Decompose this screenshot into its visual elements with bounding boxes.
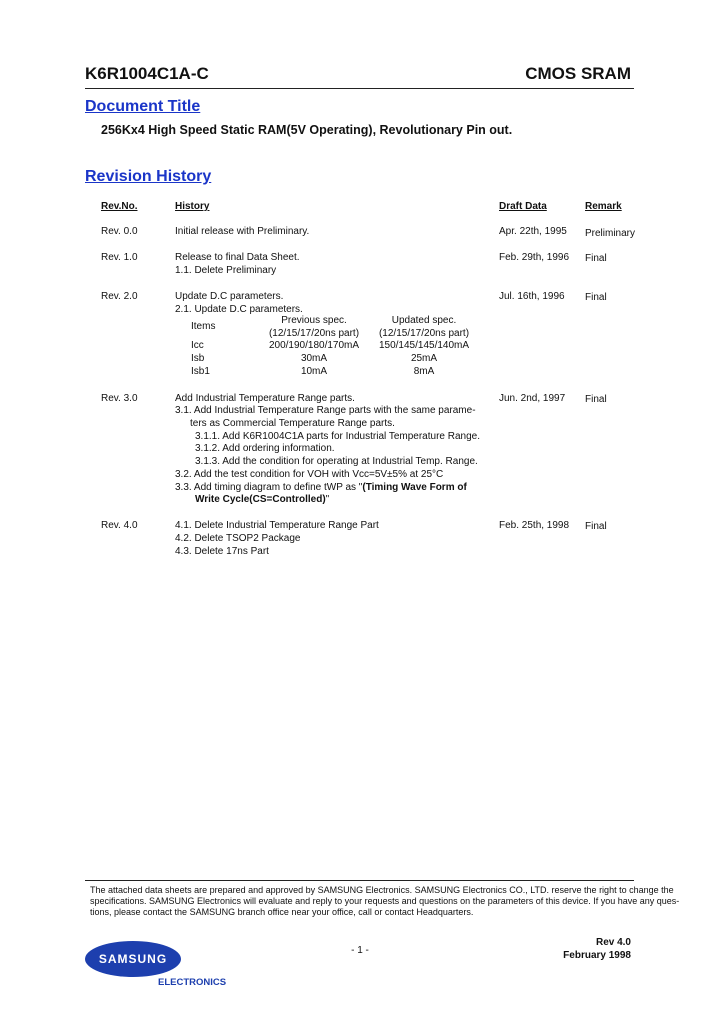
remark: Final	[585, 292, 607, 303]
history-line: 3.1. Add Industrial Temperature Range parts with the same parame-	[175, 405, 476, 416]
history-line: 4.1. Delete Industrial Temperature Range Part	[175, 520, 379, 531]
history-line: 4.2. Delete TSOP2 Package	[175, 533, 301, 544]
footer-date: February 1998	[563, 950, 631, 961]
spec-prev-value: 200/190/180/170mA	[268, 340, 360, 351]
rev-number: Rev. 2.0	[101, 291, 138, 302]
remark: Final	[585, 394, 607, 405]
history-line: ters as Commercial Temperature Range parts.	[190, 418, 395, 429]
footer-rule	[85, 880, 634, 881]
page-number: - 1 -	[351, 945, 369, 956]
remark: Preliminary	[585, 228, 636, 239]
history-line-timing-cont	[195, 494, 329, 507]
spec-item: Icc	[191, 340, 204, 351]
document-title-heading: Document Title	[85, 98, 201, 115]
history-line: 3.2. Add the test condition for VOH with Vcc=5V±5% at 25°C	[175, 469, 444, 480]
timing-prefix: 3.3. Add timing diagram to define tWP as "	[175, 482, 363, 493]
revision-history-heading: Revision History	[85, 168, 212, 185]
legal-notice-line: tions, please contact the SAMSUNG branch office near your office, call or contact Headquarters.	[90, 907, 474, 917]
timing-bold-2: Write Cycle(CS=Controlled)	[195, 494, 326, 505]
header-rule	[85, 88, 634, 89]
logo-text: SAMSUNG	[98, 952, 168, 966]
spec-upd-value: 25mA	[410, 353, 438, 364]
history-line: Initial release with Preliminary.	[175, 226, 310, 237]
timing-suffix: "	[325, 494, 330, 505]
logo-subtext: ELECTRONICS	[158, 977, 227, 988]
remark: Final	[585, 521, 607, 532]
spec-item: Isb1	[191, 366, 210, 377]
spec-prev-value: 30mA	[300, 353, 328, 364]
history-line: 1.1. Delete Preliminary	[175, 265, 277, 276]
draft-date: Jul. 16th, 1996	[499, 291, 565, 302]
draft-date: Feb. 29th, 1996	[499, 252, 570, 263]
spec-prev-header: Previous spec.	[281, 315, 347, 326]
rev-number: Rev. 1.0	[101, 252, 138, 263]
spec-upd-value: 8mA	[413, 366, 435, 377]
history-line: Release to final Data Sheet.	[175, 252, 300, 263]
samsung-logo	[85, 941, 181, 977]
footer-revision: Rev 4.0	[595, 937, 631, 948]
col-draft-date: Draft Data	[499, 201, 547, 212]
document-title-text: 256Kx4 High Speed Static RAM(5V Operating), Revolutionary Pin out.	[101, 123, 513, 137]
history-line: 3.1.3. Add the condition for operating at Industrial Temp. Range.	[195, 456, 478, 467]
history-line: 3.1.1. Add K6R1004C1A parts for Industrial Temperature Range.	[195, 431, 480, 442]
spec-prev-header-sub: (12/15/17/20ns part)	[268, 328, 360, 339]
col-history: History	[175, 201, 210, 212]
spec-item: Isb	[191, 353, 205, 364]
remark: Final	[585, 253, 607, 264]
history-line: Update D.C parameters.	[175, 291, 284, 302]
history-line: 2.1. Update D.C parameters.	[175, 304, 303, 315]
legal-notice-line: The attached data sheets are prepared and approved by SAMSUNG Electronics. SAMSUNG Electronics CO., LTD. reserve the right to change the	[90, 885, 674, 895]
history-line-timing	[175, 482, 467, 495]
col-rev-no: Rev.No.	[101, 201, 138, 212]
history-line: 4.3. Delete 17ns Part	[175, 546, 269, 557]
part-number: K6R1004C1A-C	[85, 64, 209, 83]
draft-date: Apr. 22th, 1995	[499, 226, 567, 237]
legal-notice-line: specifications. SAMSUNG Electronics will evaluate and reply to your requests and questions on the parameters of this device. If you have any ques-	[90, 896, 680, 906]
history-line: 3.1.2. Add ordering information.	[195, 443, 335, 454]
rev-number: Rev. 3.0	[101, 393, 138, 404]
spec-upd-header: Updated spec.	[391, 315, 457, 326]
rev-number: Rev. 0.0	[101, 226, 138, 237]
rev-number: Rev. 4.0	[101, 520, 138, 531]
draft-date: Feb. 25th, 1998	[499, 520, 570, 531]
history-line: Add Industrial Temperature Range parts.	[175, 393, 355, 404]
product-type: CMOS SRAM	[525, 64, 631, 83]
spec-upd-header-sub: (12/15/17/20ns part)	[378, 328, 470, 339]
col-remark: Remark	[585, 201, 622, 212]
spec-items-label: Items	[191, 321, 216, 332]
timing-bold-1: (Timing Wave Form of	[362, 482, 467, 493]
spec-prev-value: 10mA	[300, 366, 328, 377]
spec-upd-value: 150/145/145/140mA	[378, 340, 470, 351]
draft-date: Jun. 2nd, 1997	[499, 393, 566, 404]
